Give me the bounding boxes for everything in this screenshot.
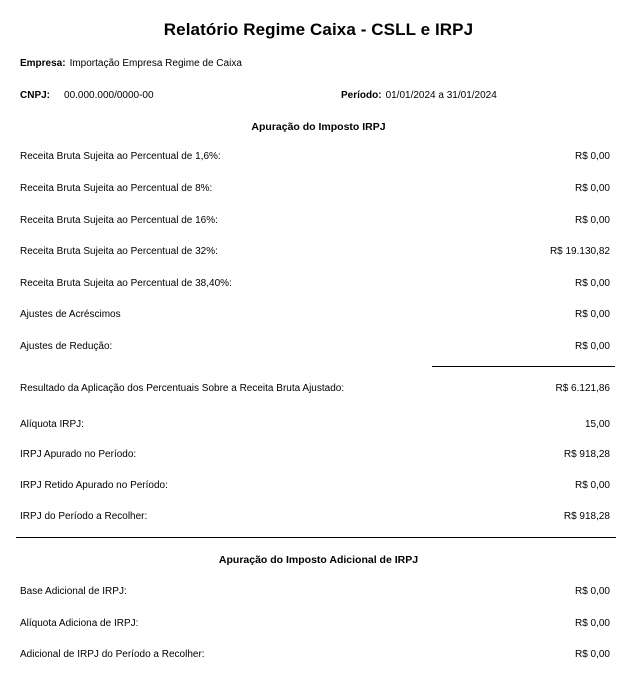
row-amount: R$ 918,28 [563,449,610,460]
periodo-value: 01/01/2024 a 31/01/2024 [385,90,497,101]
irpj-section-title: Apuração do Imposto IRPJ [251,121,386,133]
row-label: Resultado da Aplicação dos Percentuais Sobre a Receita Bruta Ajustado: [20,383,345,394]
adicional-section-title: Apuração do Imposto Adicional de IRPJ [218,554,419,566]
row-amount: R$ 19.130,82 [549,246,610,257]
row-amount: 15,00 [584,419,610,430]
irpj-row [20,215,610,229]
row-label: Receita Bruta Sujeita ao Percentual de 8%: [20,183,213,194]
report-title: Relatório Regime Caixa - CSLL e IRPJ [163,20,474,39]
empresa-label: Empresa: [20,58,66,69]
row-amount: R$ 0,00 [574,151,610,162]
cnpj-label: CNPJ: [20,90,51,101]
row-label: IRPJ Apurado no Período: [20,449,137,460]
row-amount: R$ 918,28 [563,511,610,522]
irpj-row [20,419,610,433]
periodo-line [341,90,497,101]
row-amount: R$ 6.121,86 [555,383,610,394]
row-amount: R$ 0,00 [574,278,610,289]
row-label: Adicional de IRPJ do Período a Recolher: [20,649,205,660]
row-label: Receita Bruta Sujeita ao Percentual de 1,6%: [20,151,221,162]
adicional-row [20,618,610,632]
irpj-row [20,309,610,323]
irpj-row [20,246,610,260]
row-amount: R$ 0,00 [574,183,610,194]
row-label: Alíquota IRPJ: [20,419,84,430]
cnpj-line [20,90,154,101]
row-amount: R$ 0,00 [574,309,610,320]
row-amount: R$ 0,00 [574,480,610,491]
row-label: Base Adicional de IRPJ: [20,586,127,597]
row-label: Ajustes de Acréscimos [20,309,121,320]
empresa-value: Importação Empresa Regime de Caixa [69,58,242,69]
irpj-row [20,449,610,463]
irpj-row [20,383,610,397]
irpj-row [20,278,610,292]
row-amount: R$ 0,00 [574,618,610,629]
row-label: Receita Bruta Sujeita ao Percentual de 32%: [20,246,218,257]
row-label: IRPJ do Período a Recolher: [20,511,148,522]
row-label: IRPJ Retido Apurado no Período: [20,480,168,491]
adicional-row [20,649,610,663]
irpj-row [20,183,610,197]
cnpj-value: 00.000.000/0000-00 [64,90,154,101]
empresa-line [20,58,242,69]
irpj-row [20,511,610,525]
adicional-row [20,586,610,600]
irpj-row [20,480,610,494]
irpj-row [20,151,610,165]
section-divider [16,537,616,538]
row-amount: R$ 0,00 [574,341,610,352]
irpj-row [20,341,610,355]
row-label: Ajustes de Redução: [20,341,113,352]
row-amount: R$ 0,00 [574,586,610,597]
row-label: Receita Bruta Sujeita ao Percentual de 16%: [20,215,218,226]
row-amount: R$ 0,00 [574,649,610,660]
subtotal-divider [432,366,615,367]
row-amount: R$ 0,00 [574,215,610,226]
row-label: Receita Bruta Sujeita ao Percentual de 38,40%: [20,278,232,289]
periodo-label: Período: [341,90,382,101]
row-label: Alíquota Adiciona de IRPJ: [20,618,139,629]
